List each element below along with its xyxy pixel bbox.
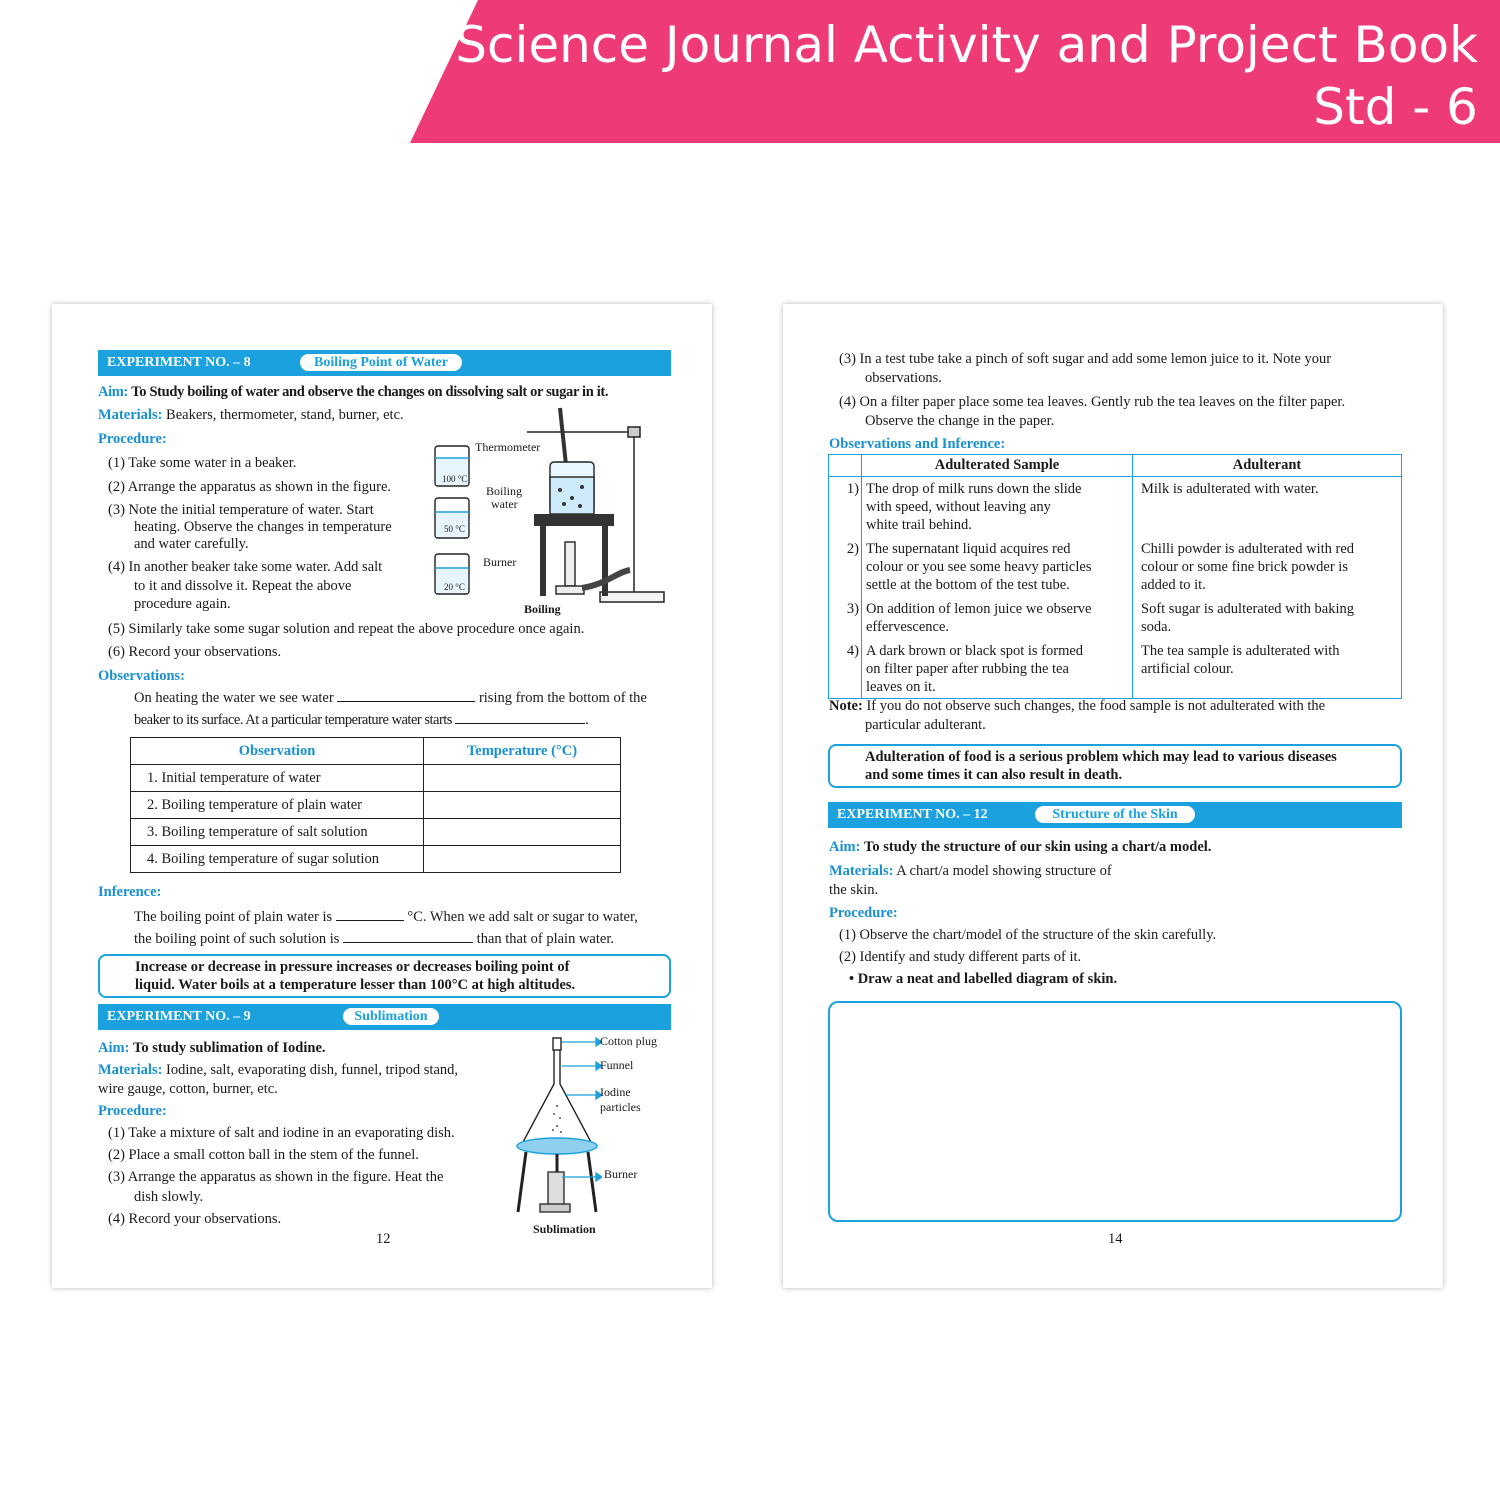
exp8-procedure-label: Procedure: <box>98 431 167 447</box>
fig-label-particles: particles <box>600 1100 641 1114</box>
experiment-12-number: EXPERIMENT NO. – 12 <box>837 807 988 822</box>
table-header-adulterant: Adulterant <box>1133 455 1402 477</box>
right-page <box>783 304 1443 1288</box>
experiment-9-number: EXPERIMENT NO. – 9 <box>107 1009 251 1024</box>
table-row: 2. Boiling temperature of plain water <box>131 792 621 819</box>
exp8-note-line1: Increase or decrease in pressure increases or decreases boiling point of <box>135 959 570 975</box>
exp8-inference-label: Inference: <box>98 884 162 900</box>
table-row: 1. Initial temperature of water <box>131 765 621 792</box>
observations-inference-label: Observations and Inference: <box>829 436 1006 452</box>
right-step-3a: (3) In a test tube take a pinch of soft sugar and add some lemon juice to it. Note your <box>839 351 1332 367</box>
banner-title-line2: Std - 6 <box>1313 78 1478 136</box>
left-page <box>52 304 712 1288</box>
blank-line <box>337 688 475 702</box>
experiment-8-number: EXPERIMENT NO. – 8 <box>107 355 251 370</box>
exp8-note-line2: liquid. Water boils at a temperature lesser than 100°C at high altitudes. <box>135 977 576 993</box>
fig-label-boiling: Boiling <box>486 484 523 498</box>
fig-label-iodine: Iodine <box>600 1085 631 1099</box>
exp8-step-2: (2) Arrange the apparatus as shown in the figure. <box>108 479 392 495</box>
table-row: 3) On addition of lemon juice we observe effervescence. Soft sugar is adulterated with baking soda. <box>829 596 1402 638</box>
exp8-step-3a: (3) Note the initial temperature of water. Start <box>108 502 374 518</box>
exp12-materials-line2: the skin. <box>829 882 879 898</box>
exp9-step-2: (2) Place a small cotton ball in the stem of the funnel. <box>108 1147 419 1163</box>
exp9-step-3b: dish slowly. <box>134 1189 204 1205</box>
table-row: 4. Boiling temperature of sugar solution <box>131 846 621 873</box>
fig-caption-sublimation: Sublimation <box>533 1222 596 1236</box>
answer-cell[interactable] <box>424 792 621 819</box>
fig-label-thermometer: Thermometer <box>475 440 541 454</box>
experiment-8-bar <box>98 350 671 376</box>
answer-cell[interactable] <box>424 819 621 846</box>
exp8-step-4c: procedure again. <box>134 596 231 612</box>
exp9-step-4: (4) Record your observations. <box>108 1211 282 1227</box>
beaker-100: 100 °C <box>442 474 468 484</box>
exp8-step-4a: (4) In another beaker take some water. Add salt <box>108 559 383 575</box>
note-line1: Note: If you do not observe such changes, the food sample is not adulterated with the <box>829 698 1326 714</box>
adulteration-table <box>828 454 1402 699</box>
exp8-note-box <box>98 954 671 998</box>
answer-cell[interactable] <box>424 765 621 792</box>
table-header-num <box>829 455 862 477</box>
exp12-procedure-label: Procedure: <box>829 905 898 921</box>
experiment-9-title: Sublimation <box>343 1008 439 1025</box>
answer-cell[interactable] <box>424 846 621 873</box>
table-header-observation: Observation <box>131 738 424 765</box>
exp9-step-1: (1) Take a mixture of salt and iodine in an evaporating dish. <box>108 1125 455 1141</box>
observation-table <box>130 737 621 873</box>
fig-label-burner: Burner <box>604 1167 638 1181</box>
page-number-right: 14 <box>1108 1231 1123 1247</box>
experiment-9-bar <box>98 1004 671 1030</box>
exp8-inference-line1: The boiling point of plain water is °C. When we add salt or sugar to water, <box>134 909 638 925</box>
exp8-obs-line1: On heating the water we see water rising from the bottom of the <box>134 690 647 706</box>
banner-title <box>455 14 1478 138</box>
exp8-step-3c: and water carefully. <box>134 536 249 552</box>
header-banner <box>0 0 1500 143</box>
beaker-50: 50 °C <box>444 524 465 534</box>
exp12-step-2: (2) Identify and study different parts of it. <box>839 949 1082 965</box>
fig-label-burner: Burner <box>483 555 517 569</box>
fig-label-funnel: Funnel <box>600 1058 634 1072</box>
note-line2: particular adulterant. <box>865 717 986 733</box>
exp12-materials-line1: Materials: A chart/a model showing structure of <box>829 863 1112 879</box>
page-number-left: 12 <box>376 1231 391 1247</box>
exp9-materials-line2: wire gauge, cotton, burner, etc. <box>98 1081 278 1097</box>
fig-label-water: water <box>491 497 518 511</box>
adulteration-note-line1: Adulteration of food is a serious problem which may lead to various diseases <box>865 749 1337 765</box>
adulteration-note-box <box>828 744 1402 788</box>
right-step-3b: observations. <box>865 370 942 386</box>
fig-label-cotton-plug: Cotton plug <box>600 1034 658 1048</box>
exp8-step-5: (5) Similarly take some sugar solution and repeat the above procedure once again. <box>108 621 585 637</box>
exp8-aim: Aim: To Study boiling of water and observe the changes on dissolving salt or sugar in it. <box>98 384 609 400</box>
exp8-step-3b: heating. Observe the changes in temperature <box>134 519 392 535</box>
exp8-step-1: (1) Take some water in a beaker. <box>108 455 297 471</box>
table-row: 2) The supernatant liquid acquires red colour or you see some heavy particles settle at the bottom of the test tube. Chilli powder is adulterated with red colour or some fine brick powder is added to it. <box>829 536 1402 596</box>
banner-title-line1: Science Journal Activity and Project Book <box>455 16 1478 74</box>
experiment-12-bar <box>828 802 1402 828</box>
exp9-step-3a: (3) Arrange the apparatus as shown in the figure. Heat the <box>108 1169 444 1185</box>
fig-caption-boiling: Boiling <box>524 602 561 616</box>
experiment-8-title: Boiling Point of Water <box>300 354 462 371</box>
exp8-obs-line2: beaker to its surface. At a particular temperature water starts . <box>134 712 589 728</box>
exp8-materials: Materials: Beakers, thermometer, stand, burner, etc. <box>98 407 404 423</box>
table-row: 3. Boiling temperature of salt solution <box>131 819 621 846</box>
table-header-temperature: Temperature (°C) <box>424 738 621 765</box>
exp9-materials-line1: Materials: Iodine, salt, evaporating dish, funnel, tripod stand, <box>98 1062 459 1078</box>
experiment-12-title: Structure of the Skin <box>1035 806 1195 823</box>
sublimation-arrows <box>562 1034 602 1184</box>
exp8-step-6: (6) Record your observations. <box>108 644 282 660</box>
diagram-drawing-area[interactable] <box>828 1001 1402 1222</box>
exp8-inference-line2: the boiling point of such solution is than that of plain water. <box>134 931 614 947</box>
boiling-apparatus-figure <box>432 402 672 620</box>
adulteration-note-line2: and some times it can also result in death. <box>865 767 1123 783</box>
exp8-step-4b: to it and dissolve it. Repeat the above <box>134 578 352 594</box>
right-step-4b: Observe the change in the paper. <box>865 413 1055 429</box>
exp12-step-1: (1) Observe the chart/model of the structure of the skin carefully. <box>839 927 1217 943</box>
exp12-aim: Aim: To study the structure of our skin using a chart/a model. <box>829 839 1212 855</box>
exp12-bullet: • Draw a neat and labelled diagram of skin. <box>849 971 1118 987</box>
blank-line <box>343 929 473 943</box>
right-step-4a: (4) On a filter paper place some tea leaves. Gently rub the tea leaves on the filter paper. <box>839 394 1346 410</box>
exp9-procedure-label: Procedure: <box>98 1103 167 1119</box>
table-header-sample: Adulterated Sample <box>862 455 1133 477</box>
blank-line <box>455 710 585 724</box>
beaker-20: 20 °C <box>444 582 465 592</box>
blank-line <box>336 907 404 921</box>
exp9-aim: Aim: To study sublimation of Iodine. <box>98 1040 326 1056</box>
exp8-observations-label: Observations: <box>98 668 185 684</box>
table-row: 1) The drop of milk runs down the slide with speed, without leaving any white trail behind. Milk is adulterated with water. <box>829 477 1402 537</box>
table-row: 4) A dark brown or black spot is formed on filter paper after rubbing the tea leaves on it. The tea sample is adulterated with artificial colour. <box>829 638 1402 699</box>
